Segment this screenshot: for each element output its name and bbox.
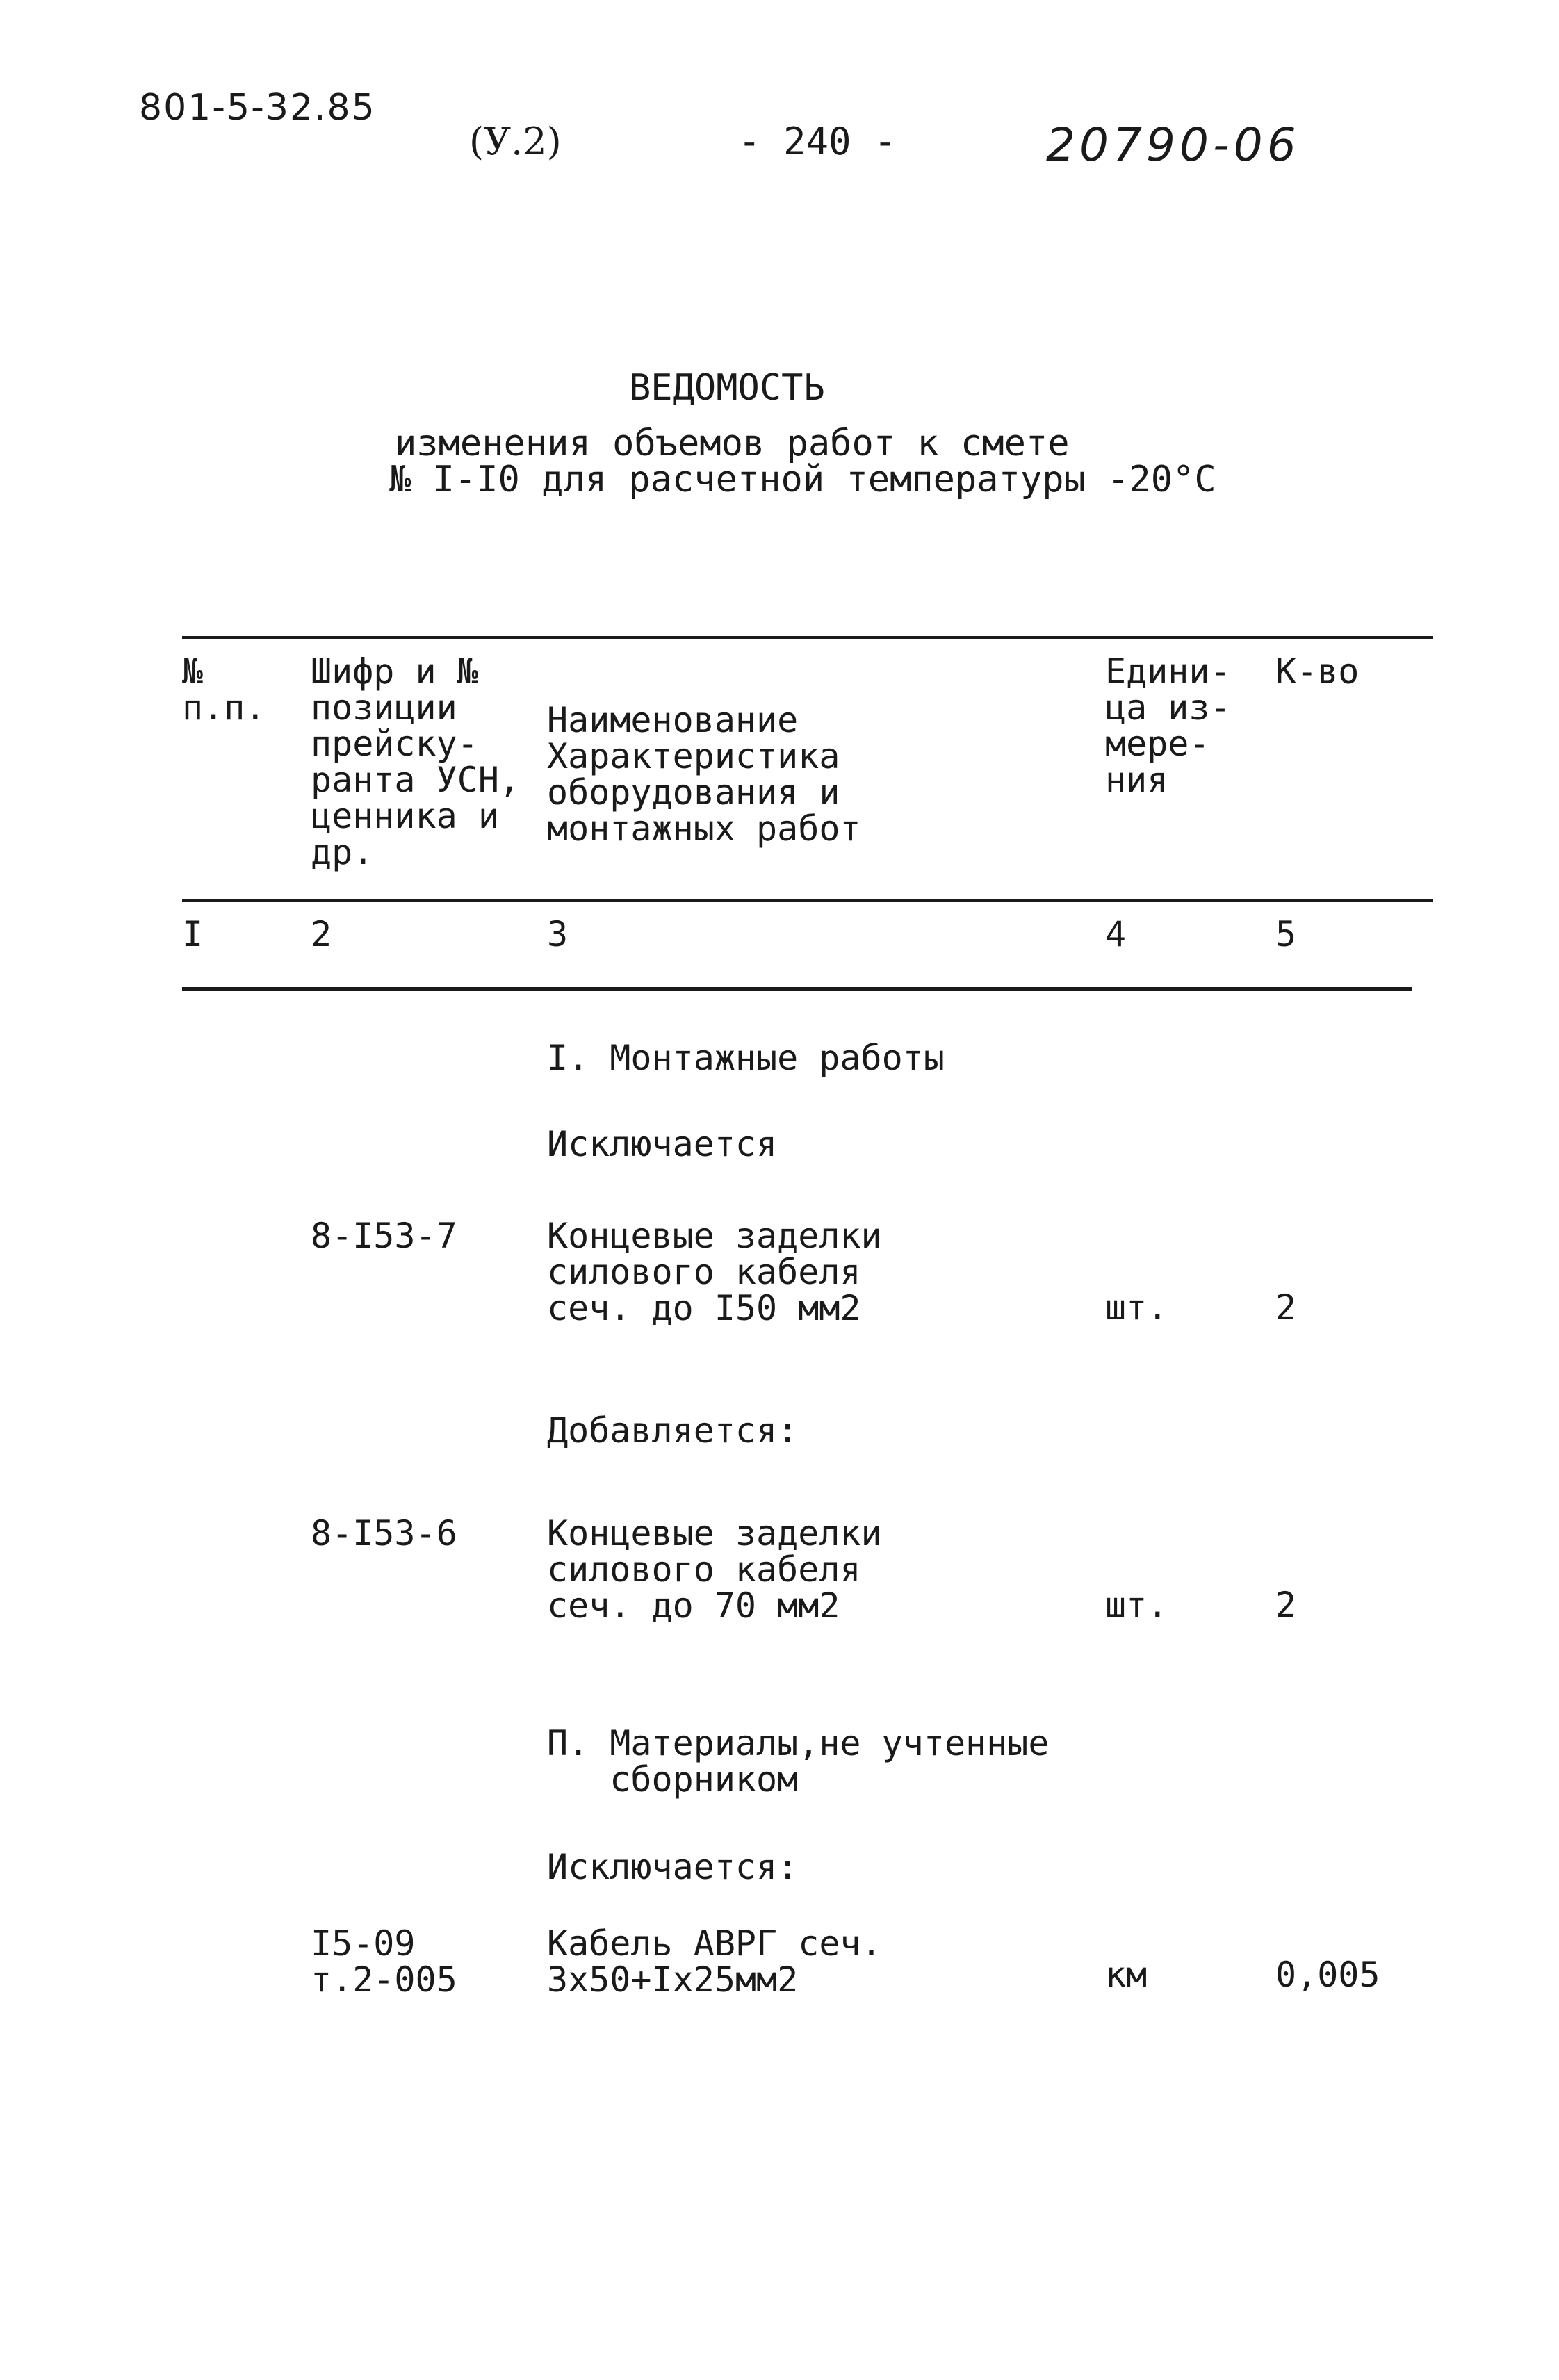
row1-qty: 2 (1275, 1287, 1297, 1328)
column-number-3: 3 (547, 914, 569, 954)
document-subtitle-line1: изменения объемов работ к смете (395, 423, 1070, 464)
header-col-number: № п.п. (182, 651, 266, 728)
column-number-1: I (182, 914, 204, 954)
inventory-number: 20790-06 (1046, 118, 1300, 172)
document-title: ВЕДОМОСТЬ (629, 367, 825, 409)
row1-code: 8-I53-7 (311, 1216, 457, 1256)
header-bottom-rule (182, 899, 1433, 902)
row3-qty: 0,005 (1275, 1955, 1380, 1995)
row2-unit: шт. (1105, 1585, 1168, 1625)
section-label: (У.2) (469, 120, 562, 163)
header-col-unit: Едини- ца из- мере- ния (1105, 651, 1231, 800)
added-label: Добавляется: (547, 1410, 799, 1451)
numbers-bottom-rule (182, 987, 1412, 991)
header-col-name: Наименование Характеристика оборудования и монтажных работ (547, 700, 861, 849)
row1-name: Концевые заделки силового кабеля сеч. до I50 мм2 (547, 1216, 882, 1328)
row2-code: 8-I53-6 (311, 1513, 457, 1554)
header-col-qty: К-во (1275, 651, 1360, 692)
section1-title: I. Монтажные работы (547, 1038, 945, 1078)
table-top-rule (182, 636, 1433, 639)
page-number: - 240 - (738, 120, 897, 163)
row2-name: Концевые заделки силового кабеля сеч. до 70 мм2 (547, 1513, 882, 1626)
column-number-2: 2 (311, 914, 332, 954)
row3-unit: км (1105, 1955, 1148, 1995)
series-code: 801-5-32.85 (139, 87, 376, 129)
row3-code: I5-09 т.2-005 (311, 1923, 457, 2000)
row1-unit: шт. (1105, 1287, 1168, 1328)
excluded-label-2: Исключается: (547, 1847, 799, 1887)
column-number-4: 4 (1105, 914, 1127, 954)
column-number-5: 5 (1275, 914, 1297, 954)
excluded-label-1: Исключается (547, 1124, 778, 1164)
document-subtitle-line2: № I-I0 для расчетной температуры -20°C (389, 459, 1216, 500)
header-col-code: Шифр и № позиции прейску- ранта УСН, ценника и др. (311, 651, 521, 872)
row2-qty: 2 (1275, 1585, 1297, 1625)
row3-name: Кабель АВРГ сеч. 3x50+Ix25мм2 (547, 1923, 882, 2000)
section2-title: П. Материалы,не учтенные сборником (547, 1723, 1050, 1800)
